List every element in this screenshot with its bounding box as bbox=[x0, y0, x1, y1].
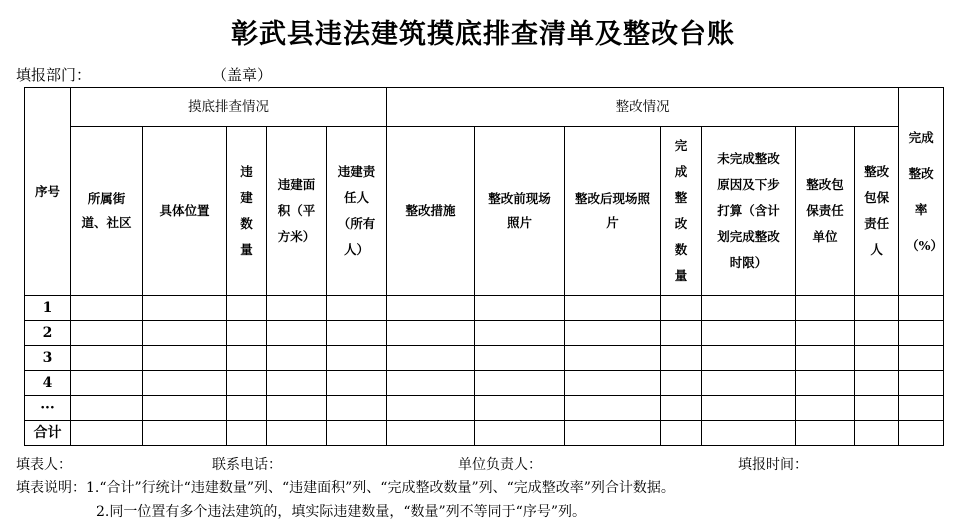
table-cell[interactable] bbox=[71, 346, 143, 371]
seal-label: （盖章） bbox=[212, 66, 273, 84]
table-cell[interactable] bbox=[702, 371, 796, 396]
table-cell[interactable] bbox=[855, 321, 899, 346]
table-cell[interactable] bbox=[327, 346, 387, 371]
table-cell[interactable] bbox=[475, 296, 565, 321]
table-row bbox=[25, 346, 944, 371]
col-area: 违建面积（平方米） bbox=[267, 127, 327, 296]
table-cell[interactable] bbox=[71, 296, 143, 321]
col-owner: 违建责任人（所有人） bbox=[327, 127, 387, 296]
table-cell[interactable] bbox=[661, 421, 702, 446]
table-cell[interactable] bbox=[702, 321, 796, 346]
table-cell[interactable] bbox=[143, 346, 227, 371]
table-cell[interactable] bbox=[565, 346, 661, 371]
table-cell[interactable] bbox=[899, 321, 944, 346]
table-cell[interactable] bbox=[387, 296, 475, 321]
row-label: 3 bbox=[25, 346, 71, 371]
col-photo-before: 整改前现场照片 bbox=[475, 127, 565, 296]
table-cell[interactable] bbox=[227, 421, 267, 446]
table-cell[interactable] bbox=[143, 296, 227, 321]
table-cell[interactable] bbox=[855, 346, 899, 371]
table-cell[interactable] bbox=[565, 371, 661, 396]
group-survey-header: 摸底排查情况 bbox=[71, 88, 387, 127]
col-location: 具体位置 bbox=[143, 127, 227, 296]
table-cell[interactable] bbox=[796, 371, 855, 396]
table-cell[interactable] bbox=[267, 396, 327, 421]
col-measures: 整改措施 bbox=[387, 127, 475, 296]
table-cell[interactable] bbox=[387, 396, 475, 421]
table-cell[interactable] bbox=[387, 321, 475, 346]
table-cell[interactable] bbox=[565, 421, 661, 446]
table-cell[interactable] bbox=[796, 296, 855, 321]
col-unit: 整改包保责任单位 bbox=[796, 127, 855, 296]
table-cell[interactable] bbox=[796, 321, 855, 346]
col-done-count: 完成整改数量 bbox=[661, 127, 702, 296]
col-reason: 未完成整改原因及下步打算（含计划完成整改时限） bbox=[702, 127, 796, 296]
table-cell[interactable] bbox=[702, 396, 796, 421]
table-cell[interactable] bbox=[475, 396, 565, 421]
table-cell[interactable] bbox=[71, 321, 143, 346]
table-cell[interactable] bbox=[227, 321, 267, 346]
table-cell[interactable] bbox=[227, 371, 267, 396]
completion-rate-header: 完成整改率（%） bbox=[899, 88, 944, 296]
dept-label: 填报部门： bbox=[16, 66, 92, 84]
row-label: 1 bbox=[25, 296, 71, 321]
table-cell[interactable] bbox=[899, 396, 944, 421]
table-cell[interactable] bbox=[143, 421, 227, 446]
table-cell[interactable] bbox=[267, 421, 327, 446]
table-cell[interactable] bbox=[855, 421, 899, 446]
table-cell[interactable] bbox=[143, 321, 227, 346]
table-row bbox=[25, 321, 944, 346]
col-photo-after: 整改后现场照片 bbox=[565, 127, 661, 296]
table-cell[interactable] bbox=[899, 296, 944, 321]
table-cell[interactable] bbox=[702, 421, 796, 446]
col-street: 所属街道、社区 bbox=[71, 127, 143, 296]
row-label: 2 bbox=[25, 321, 71, 346]
note-line-1: 填表说明：1.“合计”行统计“违建数量”列、“违建面积”列、“完成整改数量”列、“完成整改率”列合计数据。 bbox=[16, 480, 675, 496]
table-cell[interactable] bbox=[71, 371, 143, 396]
table-cell[interactable] bbox=[855, 371, 899, 396]
table-cell[interactable] bbox=[661, 346, 702, 371]
table-cell[interactable] bbox=[855, 396, 899, 421]
filler-label: 填表人： bbox=[16, 457, 72, 473]
row-label: ··· bbox=[25, 396, 71, 421]
table-cell[interactable] bbox=[387, 346, 475, 371]
note-line-2: 2.同一位置有多个违法建筑的，填实际违建数量，“数量”列不等同于“序号”列。 bbox=[96, 504, 586, 520]
table-cell[interactable] bbox=[267, 371, 327, 396]
table-row bbox=[25, 371, 944, 396]
table-cell[interactable] bbox=[796, 396, 855, 421]
table-cell[interactable] bbox=[796, 421, 855, 446]
table-cell[interactable] bbox=[267, 296, 327, 321]
table-cell[interactable] bbox=[227, 396, 267, 421]
table-cell[interactable] bbox=[475, 346, 565, 371]
time-label: 填报时间： bbox=[738, 457, 808, 473]
group-rectify-header: 整改情况 bbox=[387, 88, 899, 127]
table-cell[interactable] bbox=[387, 421, 475, 446]
ledger-table bbox=[24, 87, 944, 446]
table-cell[interactable] bbox=[565, 396, 661, 421]
table-cell[interactable] bbox=[327, 321, 387, 346]
table-cell[interactable] bbox=[661, 321, 702, 346]
leader-label: 单位负责人： bbox=[458, 457, 542, 473]
phone-label: 联系电话： bbox=[212, 457, 282, 473]
table-cell[interactable] bbox=[702, 346, 796, 371]
table-cell[interactable] bbox=[71, 396, 143, 421]
table-cell[interactable] bbox=[702, 296, 796, 321]
table-cell[interactable] bbox=[855, 296, 899, 321]
table-cell[interactable] bbox=[327, 421, 387, 446]
table-cell[interactable] bbox=[227, 296, 267, 321]
table-cell[interactable] bbox=[899, 346, 944, 371]
table-cell[interactable] bbox=[327, 296, 387, 321]
table-cell[interactable] bbox=[565, 296, 661, 321]
table-cell[interactable] bbox=[661, 296, 702, 321]
table-cell[interactable] bbox=[267, 346, 327, 371]
table-cell[interactable] bbox=[475, 421, 565, 446]
row-label: 合计 bbox=[25, 421, 71, 446]
table-cell[interactable] bbox=[71, 421, 143, 446]
col-count: 违建数量 bbox=[227, 127, 267, 296]
table-cell[interactable] bbox=[475, 321, 565, 346]
table-cell[interactable] bbox=[475, 371, 565, 396]
table-row bbox=[25, 421, 944, 446]
table-cell[interactable] bbox=[327, 371, 387, 396]
table-cell[interactable] bbox=[267, 321, 327, 346]
table-cell[interactable] bbox=[899, 371, 944, 396]
seq-header: 序号 bbox=[25, 88, 71, 296]
table-cell[interactable] bbox=[143, 371, 227, 396]
table-cell[interactable] bbox=[227, 346, 267, 371]
row-label: 4 bbox=[25, 371, 71, 396]
table-cell[interactable] bbox=[387, 371, 475, 396]
table-cell[interactable] bbox=[899, 421, 944, 446]
table-cell[interactable] bbox=[661, 371, 702, 396]
col-person: 整改包保责任人 bbox=[855, 127, 899, 296]
table-cell[interactable] bbox=[327, 396, 387, 421]
table-cell[interactable] bbox=[565, 321, 661, 346]
table-cell[interactable] bbox=[143, 396, 227, 421]
table-row bbox=[25, 396, 944, 421]
table-row bbox=[25, 296, 944, 321]
document-title: 彰武县违法建筑摸底排查清单及整改台账 bbox=[231, 19, 735, 50]
table-cell[interactable] bbox=[796, 346, 855, 371]
table-cell[interactable] bbox=[661, 396, 702, 421]
